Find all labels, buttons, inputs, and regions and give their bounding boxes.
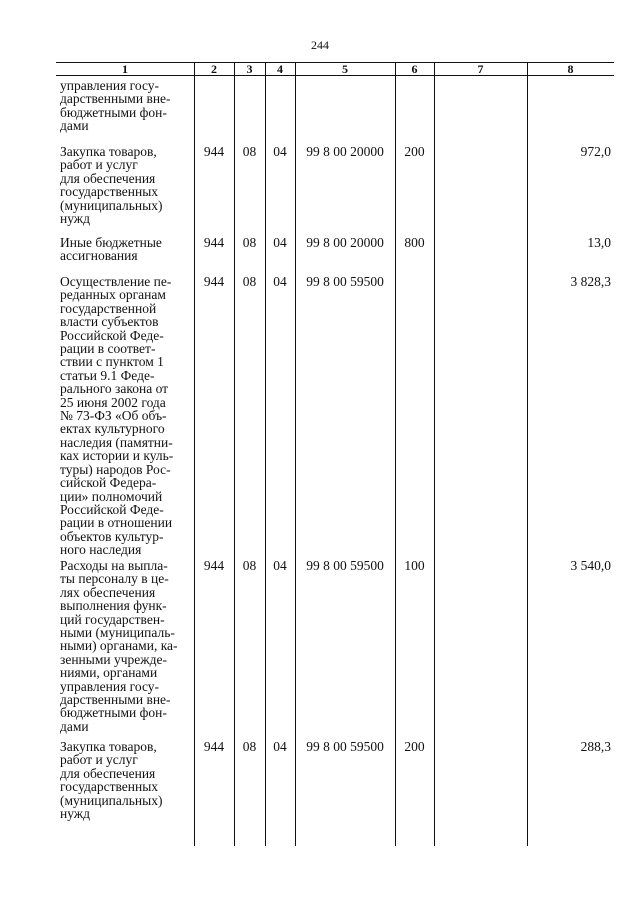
row-name: Осуществление пе- реданных органам государственной власти субъектов Российской Феде- рации в соответ- ствии с пунктом 1 статьи 9.1 Феде- рального закона от 25 июня 2002 года № 73-ФЗ «Об объ- ектах культурного наследия (памятни- ках истории и куль- туры) народов Рос- сийской Федера- ции» полномочий Российской Феде- рации в отношении объектов культур- ного наследия: [60, 274, 174, 558]
cell-amount: 13,0: [587, 235, 611, 250]
column-divider: [295, 62, 296, 846]
column-header: 7: [477, 62, 484, 76]
column-header: 6: [411, 62, 418, 76]
cell-subsection: 04: [273, 739, 287, 754]
cell-target-article: 99 8 00 59500: [306, 558, 384, 573]
column-header: 1: [122, 62, 128, 76]
row-name: Закупка товаров, работ и услуг для обеспечения государственных (муниципальных) нужд: [60, 739, 163, 822]
column-header: 3: [246, 62, 253, 76]
cell-admin-code: 944: [203, 739, 225, 754]
cell-amount: 3 540,0: [570, 558, 611, 573]
cell-admin-code: 944: [203, 274, 225, 289]
cell-admin-code: 944: [203, 558, 225, 573]
cell-target-article: 99 8 00 59500: [306, 739, 384, 754]
cell-expense-type: 200: [404, 739, 425, 754]
cell-section: 08: [242, 739, 257, 754]
cell-admin-code: 944: [203, 144, 225, 159]
cell-section: 08: [242, 274, 257, 289]
column-divider: [234, 62, 235, 846]
cell-expense-type: 800: [404, 235, 425, 250]
cell-subsection: 04: [273, 274, 287, 289]
column-divider: [194, 62, 195, 846]
page-number: 244: [311, 38, 329, 52]
cell-admin-code: 944: [203, 235, 225, 250]
cell-section: 08: [242, 144, 257, 159]
column-header: 4: [277, 62, 283, 76]
column-divider: [527, 62, 528, 846]
column-divider: [434, 62, 435, 846]
row-name: Иные бюджетные ассигнования: [60, 235, 162, 264]
cell-subsection: 04: [273, 558, 287, 573]
cell-section: 08: [242, 235, 257, 250]
cell-subsection: 04: [273, 235, 287, 250]
cell-amount: 288,3: [580, 739, 611, 754]
row-name: Расходы на выпла- ты персоналу в це- лях обеспечения выполнения функ- ций государствен- ными (муниципаль- ными) органами, ка- зенными учрежде- ниями, органами управления госу- дарственными вне- бюджетными фон- дами: [60, 558, 178, 734]
column-header: 2: [211, 62, 217, 76]
column-divider: [265, 62, 266, 846]
cell-target-article: 99 8 00 59500: [306, 274, 384, 289]
row-name: Закупка товаров, работ и услуг для обеспечения государственных (муниципальных) нужд: [60, 144, 163, 227]
cell-target-article: 99 8 00 20000: [306, 144, 384, 159]
column-divider: [395, 62, 396, 846]
row-name: управления госу- дарственными вне- бюджетными фон- дами: [60, 78, 171, 134]
cell-amount: 3 828,3: [570, 274, 611, 289]
cell-target-article: 99 8 00 20000: [306, 235, 384, 250]
cell-amount: 972,0: [580, 144, 611, 159]
cell-expense-type: 200: [404, 144, 425, 159]
budget-table: [56, 62, 614, 846]
cell-subsection: 04: [273, 144, 287, 159]
cell-expense-type: 100: [404, 558, 425, 573]
column-header: 5: [342, 62, 348, 76]
cell-section: 08: [242, 558, 257, 573]
column-header: 8: [567, 62, 574, 76]
